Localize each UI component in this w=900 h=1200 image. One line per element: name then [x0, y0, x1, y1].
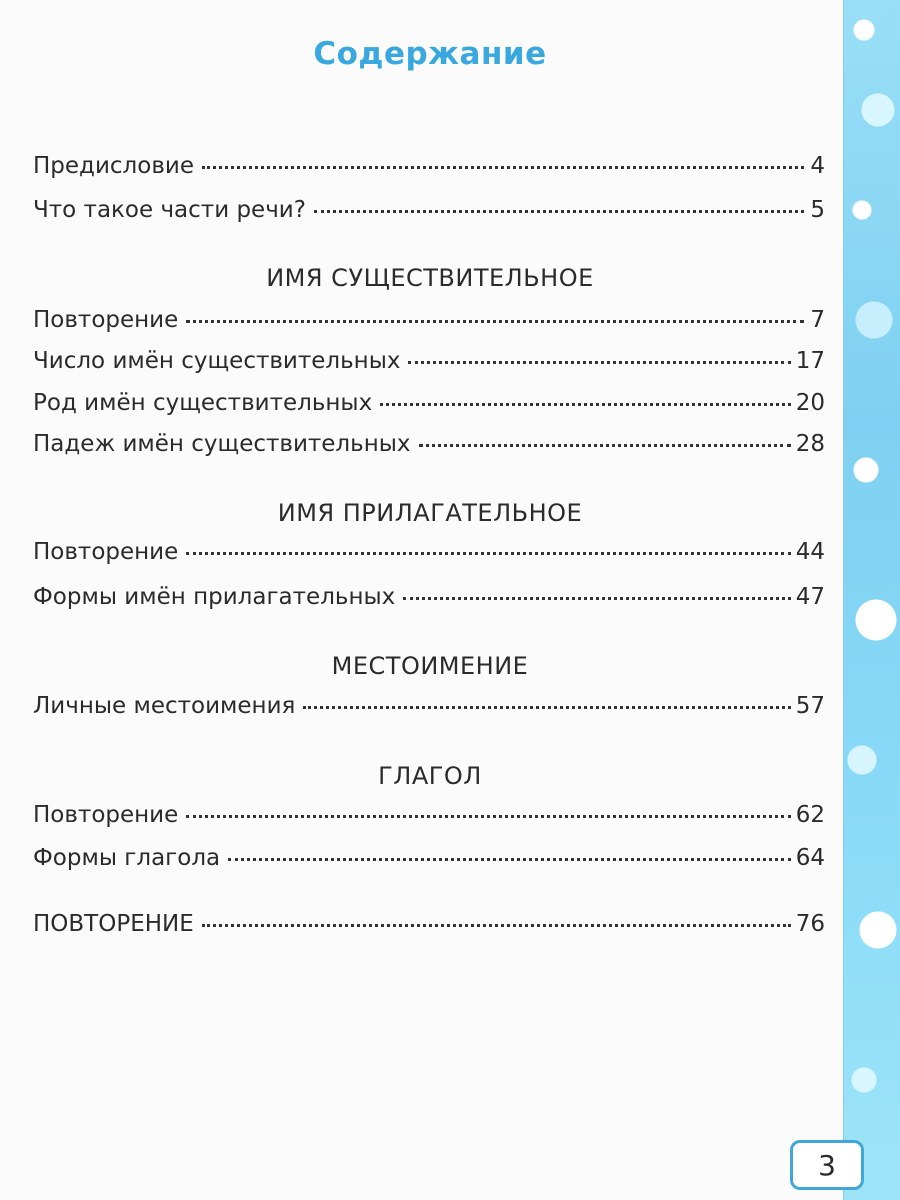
- toc-label: Повторение: [33, 802, 179, 828]
- toc-row-noun-review: [33, 309, 825, 332]
- dot-leader: [403, 597, 790, 600]
- dot-leader: [186, 320, 804, 323]
- toc-row-parts-of-speech: [33, 199, 825, 222]
- section-title-noun: ИМЯ СУЩЕСТВИТЕЛЬНОЕ: [266, 264, 594, 292]
- dot-leader: [202, 924, 791, 927]
- toc-label: Личные местоимения: [33, 693, 296, 719]
- toc-row-adjective-forms: [33, 586, 825, 609]
- toc-label: Формы глагола: [33, 845, 221, 871]
- toc-page-number: 44: [795, 539, 825, 565]
- toc-page-number: 28: [795, 431, 825, 457]
- toc-label: Формы имён прилагательных: [33, 584, 396, 610]
- dot-leader: [380, 403, 791, 406]
- dot-leader: [314, 210, 804, 213]
- toc-page-number: 5: [810, 197, 825, 223]
- decorative-side-strip: [843, 0, 900, 1200]
- toc-row-noun-case: [33, 433, 825, 456]
- dot-leader: [186, 552, 790, 555]
- dot-leader: [303, 706, 790, 709]
- toc-row-adjective-review: [33, 541, 825, 564]
- toc-label: Повторение: [33, 539, 179, 565]
- toc-page-number: 17: [795, 348, 825, 374]
- toc-row-verb-forms: [33, 847, 825, 870]
- section-title-verb: ГЛАГОЛ: [378, 762, 482, 790]
- toc-label: ПОВТОРЕНИЕ: [33, 911, 194, 937]
- toc-label: Что такое части речи?: [33, 197, 306, 223]
- toc-label: Число имён существительных: [33, 348, 401, 374]
- toc-row-final-review: [33, 913, 825, 936]
- toc-row-noun-gender: [33, 392, 825, 415]
- toc-row-personal-pronouns: [33, 695, 825, 718]
- dot-leader: [228, 858, 791, 861]
- toc-label: Падеж имён существительных: [33, 431, 411, 457]
- toc-page-number: 4: [810, 153, 825, 179]
- toc-label: Повторение: [33, 307, 179, 333]
- toc-label: Род имён существительных: [33, 390, 373, 416]
- toc-page-number: 62: [795, 802, 825, 828]
- toc-row-preface: [33, 155, 825, 178]
- toc-page-number: 7: [810, 307, 825, 333]
- section-title-adjective: ИМЯ ПРИЛАГАТЕЛЬНОЕ: [277, 499, 583, 527]
- toc-page-number: 76: [795, 911, 825, 937]
- dot-leader: [202, 166, 804, 169]
- section-title-pronoun: МЕСТОИМЕНИЕ: [331, 652, 529, 680]
- toc-row-verb-review: [33, 804, 825, 827]
- page-title: Содержание: [313, 36, 547, 72]
- toc-row-noun-number: [33, 350, 825, 373]
- dot-leader: [419, 444, 791, 447]
- toc-page-number: 57: [795, 693, 825, 719]
- page-number-badge: [790, 1140, 864, 1190]
- dot-leader: [408, 361, 790, 364]
- toc-page-number: 20: [795, 390, 825, 416]
- toc-page-number: 47: [795, 584, 825, 610]
- toc-label: Предисловие: [33, 153, 194, 179]
- page-number: 3: [818, 1148, 836, 1182]
- toc-page-number: 64: [795, 845, 825, 871]
- dot-leader: [186, 815, 790, 818]
